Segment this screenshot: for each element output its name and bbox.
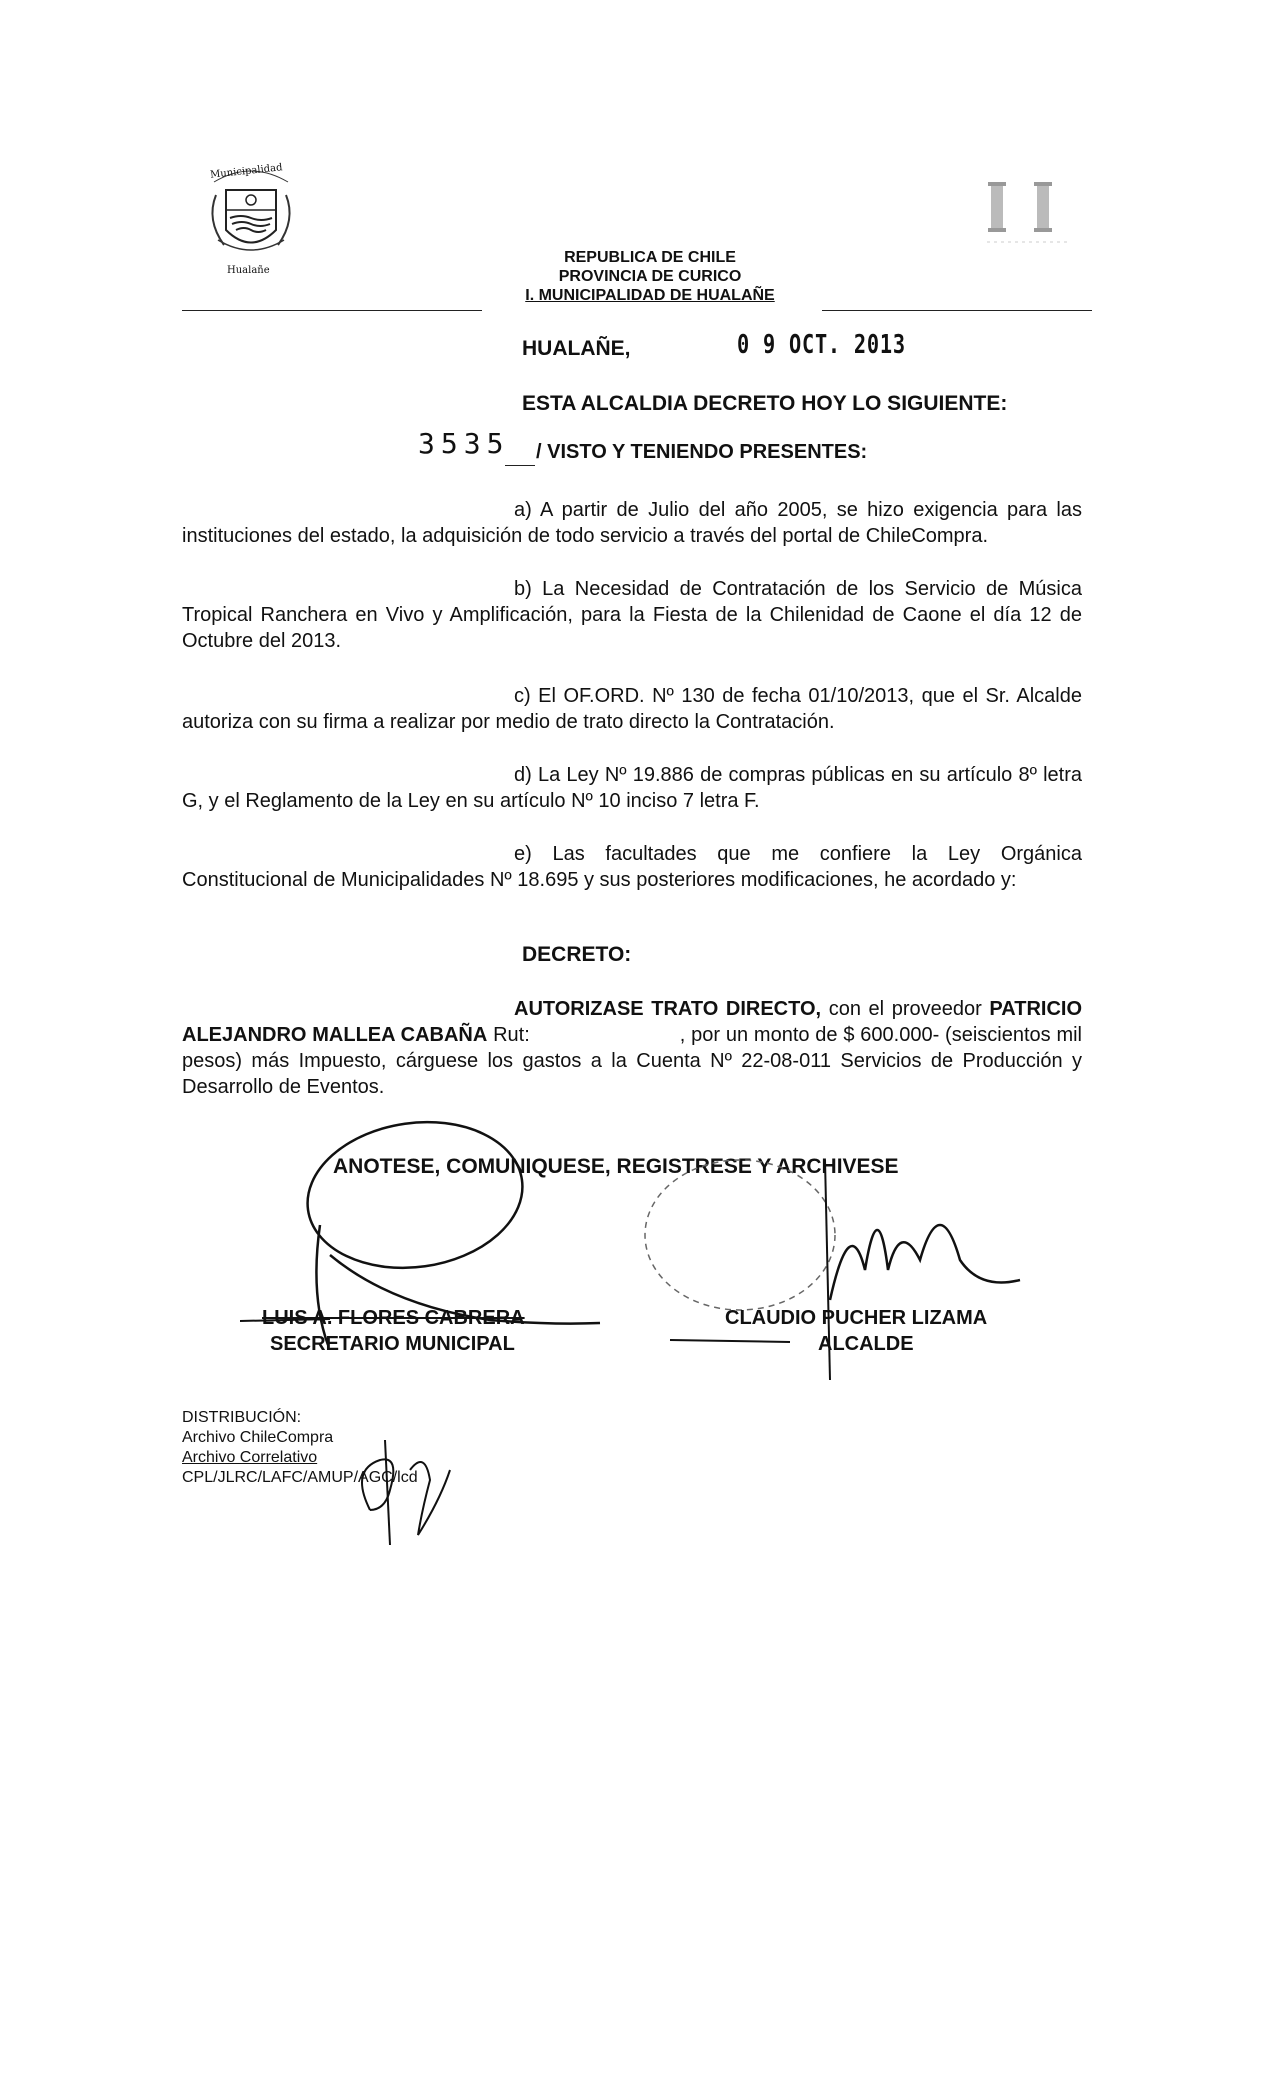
consideration-c: c) El OF.ORD. Nº 130 de fecha 01/10/2013, que el Sr. Alcalde autoriza con su firma a realizar por medio de trato directo la Contratación. [182, 685, 1082, 733]
resolution-lead: AUTORIZASE TRATO DIRECTO, [514, 998, 822, 1020]
distribution-item: Archivo Correlativo [182, 1449, 318, 1466]
consideration-e: e) Las facultades que me confiere la Ley Orgánica Constitucional de Municipalidades Nº 18.695 y sus posteriores modificaciones, he acordado y: [182, 843, 1082, 891]
closing-line: ANOTESE, COMUNIQUESE, REGISTRESE Y ARCHIVESE [333, 1155, 899, 1178]
decreto-heading: DECRETO: [522, 943, 632, 966]
distribution-item: CPL/JLRC/LAFC/AMUP/AGC/lcd [182, 1469, 418, 1486]
consideration-d: d) La Ley Nº 19.886 de compras públicas en su artículo 8º letra G, y el Reglamento de la Ley en su artículo Nº 10 inciso 7 letra F. [182, 764, 1082, 812]
provider-name: PATRICIO ALEJANDRO MALLEA CABAÑA [182, 998, 1082, 1046]
initials-signature-icon [330, 1430, 470, 1550]
consideration-a: a) A partir de Julio del año 2005, se hizo exigencia para las instituciones del estado, la adquisición de todo servicio a través del portal de ChileCompra. [182, 499, 1082, 547]
left-signatory-name: LUIS A. FLORES CABRERA [262, 1307, 525, 1329]
resolution-rest: , por un monto de $ 600.000- (seiscientos mil pesos) más Impuesto, cárguese los gastos a la Cuenta Nº 22-08-011 Servicios de Producción y Desarrollo de Eventos. [182, 1024, 1082, 1098]
decree-number: 3535 [418, 427, 510, 460]
rut-label: Rut: [487, 1024, 530, 1046]
header-rule-right [822, 310, 1092, 311]
resolution-paragraph [182, 996, 1082, 1100]
visto-heading: / VISTO Y TENIENDO PRESENTES: [536, 441, 868, 463]
left-signatory-title: SECRETARIO MUNICIPAL [270, 1333, 515, 1355]
place-label: HUALAÑE, [522, 337, 631, 360]
right-signatory-title: ALCALDE [818, 1333, 914, 1355]
logo-top-text: Municipalidad [209, 162, 284, 181]
resolution-lead-rest: con el proveedor [821, 998, 982, 1020]
decree-number-underline [505, 465, 535, 466]
header-republic: REPUBLICA DE CHILE [564, 249, 736, 266]
distribution-heading: DISTRIBUCIÓN: [182, 1409, 302, 1426]
right-signatory-name: CLAUDIO PUCHER LIZAMA [725, 1307, 988, 1329]
document-mark-icon [985, 180, 1075, 250]
corner-mark [985, 180, 1075, 255]
consideration-b: b) La Necesidad de Contratación de los Servicio de Música Tropical Ranchera en Vivo y Amplificación, para la Fiesta de la Chilenidad de Caone el día 12 de Octubre del 2013. [182, 578, 1082, 652]
logo-caption: Hualañe [227, 265, 270, 276]
header-municipality: I. MUNICIPALIDAD DE HUALAÑE [525, 287, 775, 304]
header-rule-left [182, 310, 482, 311]
header-province: PROVINCIA DE CURICO [558, 268, 742, 285]
date-stamp: 0 9 OCT. 2013 [737, 330, 906, 360]
intro-line: ESTA ALCALDIA DECRETO HOY LO SIGUIENTE: [522, 392, 1008, 415]
distribution-item: Archivo ChileCompra [182, 1429, 334, 1446]
